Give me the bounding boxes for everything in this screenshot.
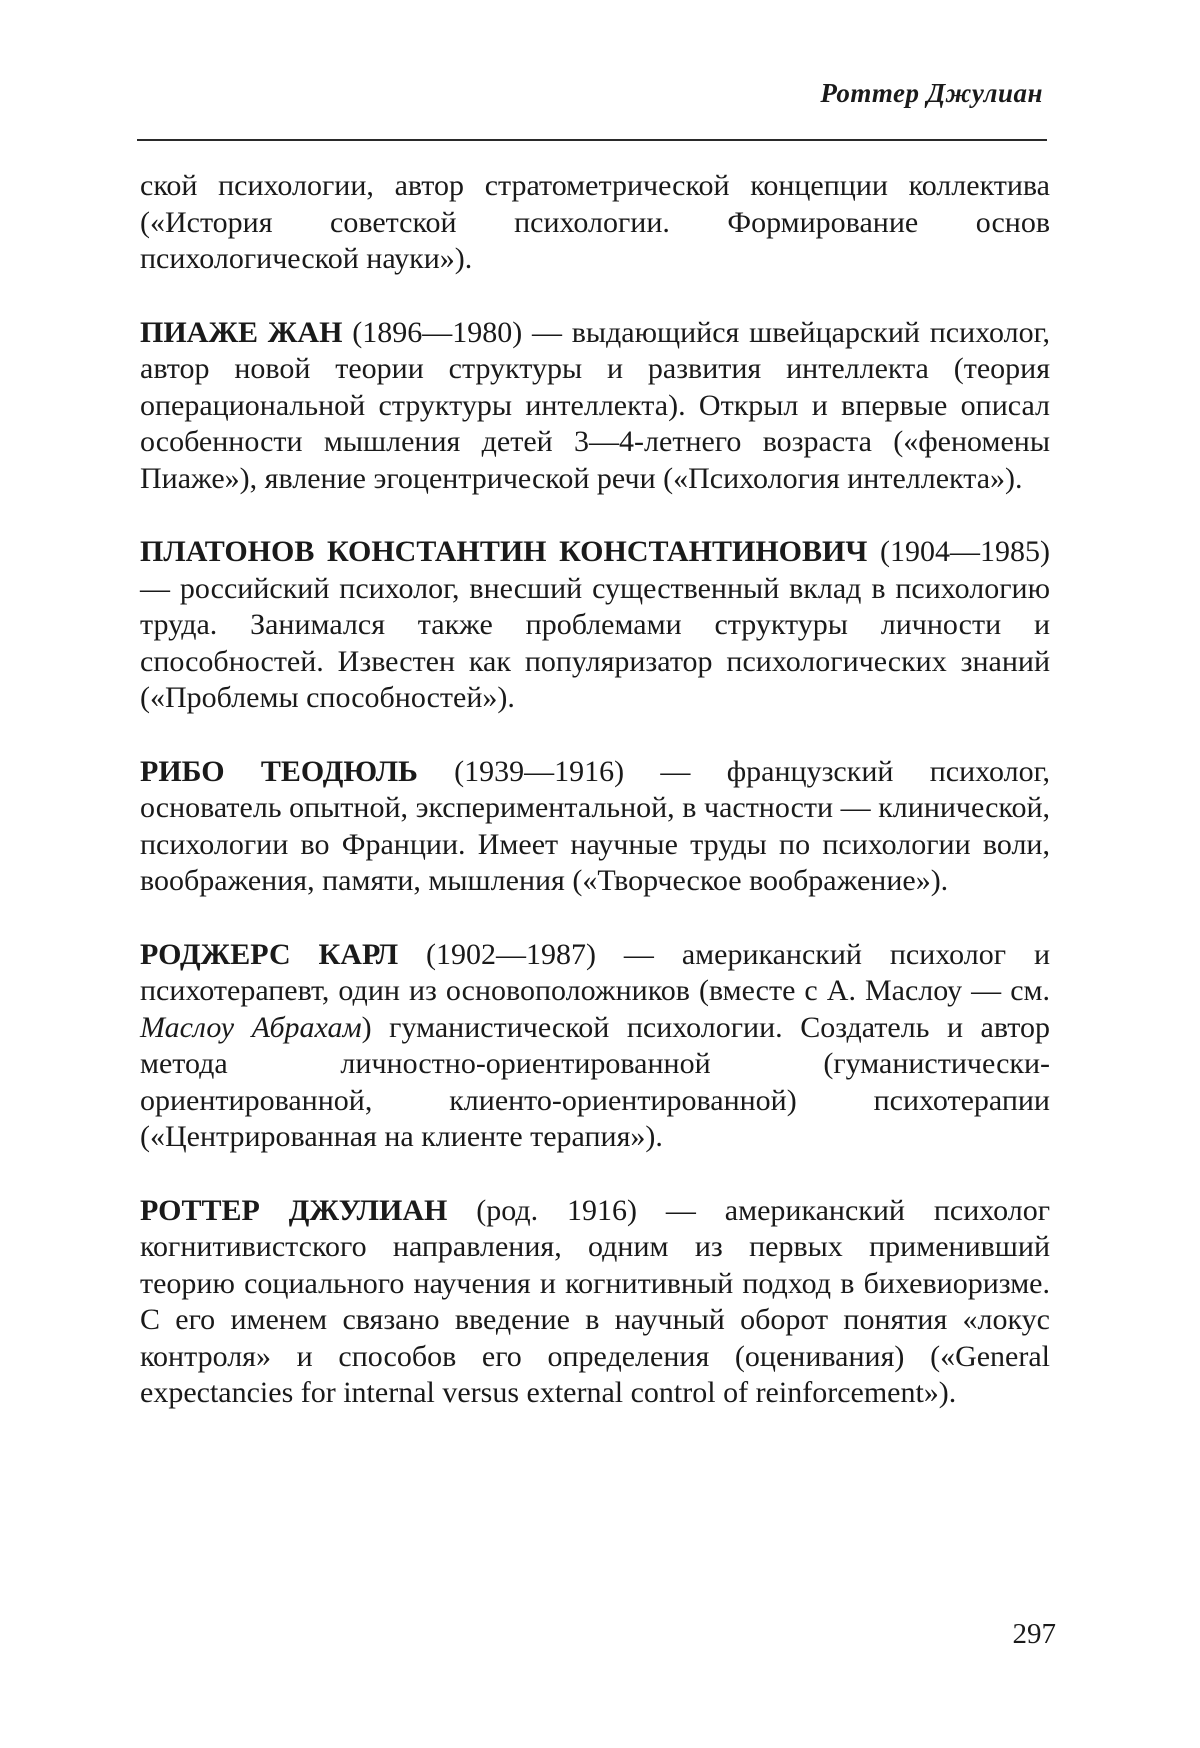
entry-name: ПИАЖЕ ЖАН [140,315,343,349]
entry-platonov [140,534,1050,717]
entry-ribot [140,754,1050,900]
entry-rogers [140,937,1050,1156]
entry-text: ) гуманистической психологии. Создатель и автор метода личностно-ориентированной (гуманистически-ориентированной, клиенто-ориентированной) психотерапии («Центрированная на клиенте терапия»). [140,1010,1050,1153]
page-number: 297 [1012,1618,1056,1650]
entry-text: (род. 1916) — американский психолог когнитивистского направления, одним из первых применивший теорию социального научения и когнитивный подход в бихевиоризме. С его именем связано введение в научный оборот понятия «локус контроля» и способов его определения (оценивания) («General expectancies for internal versus external control of reinforcement»). [140,1193,1051,1409]
entry-text: (1896—1980) — выдающийся швейцарский психолог, автор новой теории структуры и развития интеллекта (теория операциональной структуры интеллекта). Открыл и впервые описал особенности мышления детей 3—4-летнего возраста («феномены Пиаже»), явление эгоцентрической речи («Психология интеллекта»). [140,315,1050,495]
page-content [140,168,1050,1449]
running-head: Роттер Джулиан [820,78,1043,108]
entry-text: (1902—1987) — американский психолог и психотерапевт, один из основоположников (вместе с А. Маслоу — см. [140,937,1050,1007]
entry-name: ПЛАТОНОВ КОНСТАНТИН КОНСТАНТИНОВИЧ [140,535,868,568]
cross-reference: Маслоу Абрахам [140,1010,362,1044]
entry-name: РИБО ТЕОДЮЛЬ [140,754,418,788]
continuation-paragraph: ской психологии, автор стратометрической концепции коллектива («История советской психологии. Формирование основ психологической науки»). [140,169,1050,275]
entry-piaget [140,315,1050,498]
entry-text: (1939—1916) — французский психолог, основатель опытной, экспериментальной, в частности — клинической, психологии во Франции. Имеет научные труды по психологии воли, воображения, памяти, мышления («Творческое воображение»). [140,754,1050,897]
header-rule [137,139,1047,141]
entry-name: РОДЖЕРС КАРЛ [140,937,399,971]
entry-name: РОТТЕР ДЖУЛИАН [140,1193,448,1227]
entry-text: (1904—1985) — российский психолог, внесший существенный вклад в психологию труда. Занимался также проблемами структуры личности и способностей. Известен как популяризатор психологических знаний («Проблемы способностей»). [140,535,1050,714]
entry-rotter [140,1193,1050,1412]
